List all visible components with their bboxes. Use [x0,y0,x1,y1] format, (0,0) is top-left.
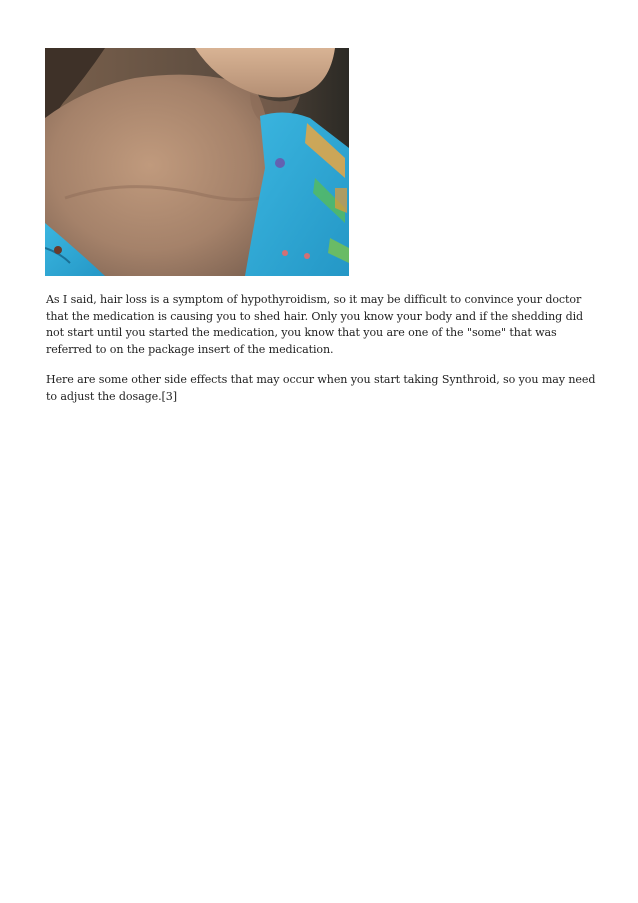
neck-photo [45,48,349,276]
paragraph-hair-loss: As I said, hair loss is a symptom of hypothyroidism, so it may be difficult to convince your doctor that the medication is causing you to shed hair. Only you know your body and if the shedding did not start until you started the medication, you know that you are one of the "some" that was referred to on the package insert of the medication. [46,293,584,356]
paragraph-side-effects: Here are some other side effects that may occur when you start taking Synthroid, so you may need to adjust the dosage.[3] [46,373,596,403]
